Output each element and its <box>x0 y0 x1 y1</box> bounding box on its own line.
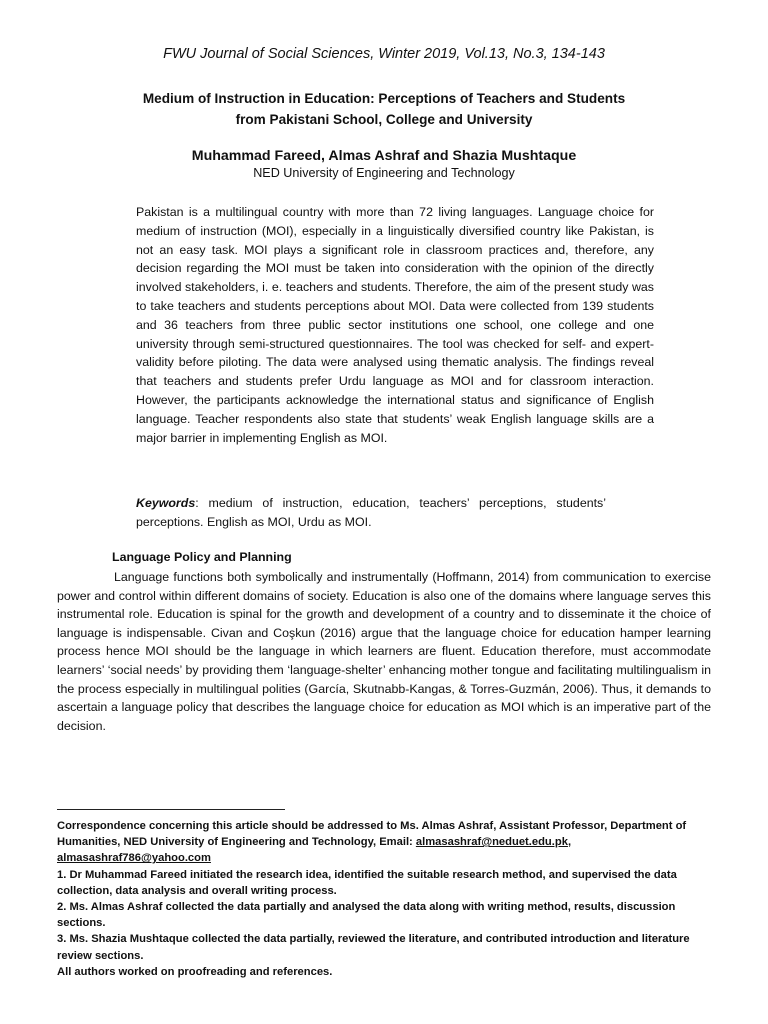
author-list: Muhammad Fareed, Almas Ashraf and Shazia Mushtaque <box>191 148 577 164</box>
email-separator: , <box>567 836 572 849</box>
footnote-4: All authors worked on proofreading and references. <box>57 965 333 978</box>
section-heading: Language Policy and Planning <box>112 550 292 564</box>
footnote-3: 3. Ms. Shazia Mushtaque collected the data partially, reviewed the literature, and contributed introduction and literature review sections. <box>57 933 690 962</box>
email-link-secondary[interactable]: almasashraf786@yahoo.com <box>57 852 211 865</box>
footnotes <box>57 818 711 980</box>
email-link-primary[interactable]: almasashraf@neduet.edu.pk <box>415 836 568 849</box>
footnote-divider <box>57 809 285 810</box>
abstract: Pakistan is a multilingual country with more than 72 living languages. Language choice for medium of instruction (MOI), especially in a linguistically diversified country like Pakistan, is not an easy task. MOI plays a significant role in classroom practices and, therefore, any decision regarding the MOI must be taken into consideration with the opinion of the directly involved stakeholders, i. e. teachers and students. Therefore, the aim of the present study was to take teachers and students perceptions about MOI. Data were collected from 139 students and 36 teachers from three public sector institutions one school, one college and one university through semi-structured questionnaires. The tool was checked for self- and expert- validity before piloting. The data were analysed using thematic analysis. The findings reveal that teachers and students prefer Urdu language as MOI and for classroom interaction. However, the participants acknowledge the international status and significance of English language. Teacher respondents also state that students’ weak English language skills are a major barrier in implementing English as MOI. <box>136 205 654 445</box>
journal-header: FWU Journal of Social Sciences, Winter 2019, Vol.13, No.3, 134-143 <box>163 46 605 62</box>
keywords <box>136 494 606 532</box>
keywords-text: : medium of instruction, education, teachers’ perceptions, students’ perceptions. English as MOI, Urdu as MOI. <box>136 496 606 529</box>
body-paragraph: Language functions both symbolically and instrumentally (Hoffmann, 2014) from communication to exercise power and control within different domains of society. Education is also one of the domains where language serves this instrumental role. Education is spinal for the growth and development of a country and to disseminate it the choice of language is indispensable. Civan and Coşkun (2016) argue that the language choice for education hamper learning process hence MOI should be the language in which learners are fluent. Education therefore, must accommodate learners’ ‘social needs’ by providing them ‘language-shelter’ enhancing mother tongue and facilitating multilingualism in the process especially in multilingual polities (García, Skutnabb-Kangas, & Torres-Guzmán, 2006). Thus, it demands to ascertain a language policy that describes the language choice for education as MOI which is an imperative part of the decision. <box>57 570 711 733</box>
article-title <box>60 88 708 130</box>
keywords-label: Keywords <box>136 496 196 510</box>
title-line-1: Medium of Instruction in Education: Perceptions of Teachers and Students <box>142 91 626 106</box>
footnote-1: 1. Dr Muhammad Fareed initiated the research idea, identified the suitable research method, and supervised the data collection, data analysis and overall writing process. <box>57 868 677 897</box>
correspondence-note <box>57 818 711 867</box>
affiliation: NED University of Engineering and Technology <box>253 166 515 180</box>
title-line-2: from Pakistani School, College and University <box>235 112 533 127</box>
correspondence-text: Correspondence concerning this article should be addressed to Ms. Almas Ashraf, Assistant Professor, Department of Humanities, NED University of Engineering and Technology, Email: <box>57 820 687 849</box>
footnote-2: 2. Ms. Almas Ashraf collected the data partially and analysed the data along with writing method, results, discussion sections. <box>57 901 676 930</box>
